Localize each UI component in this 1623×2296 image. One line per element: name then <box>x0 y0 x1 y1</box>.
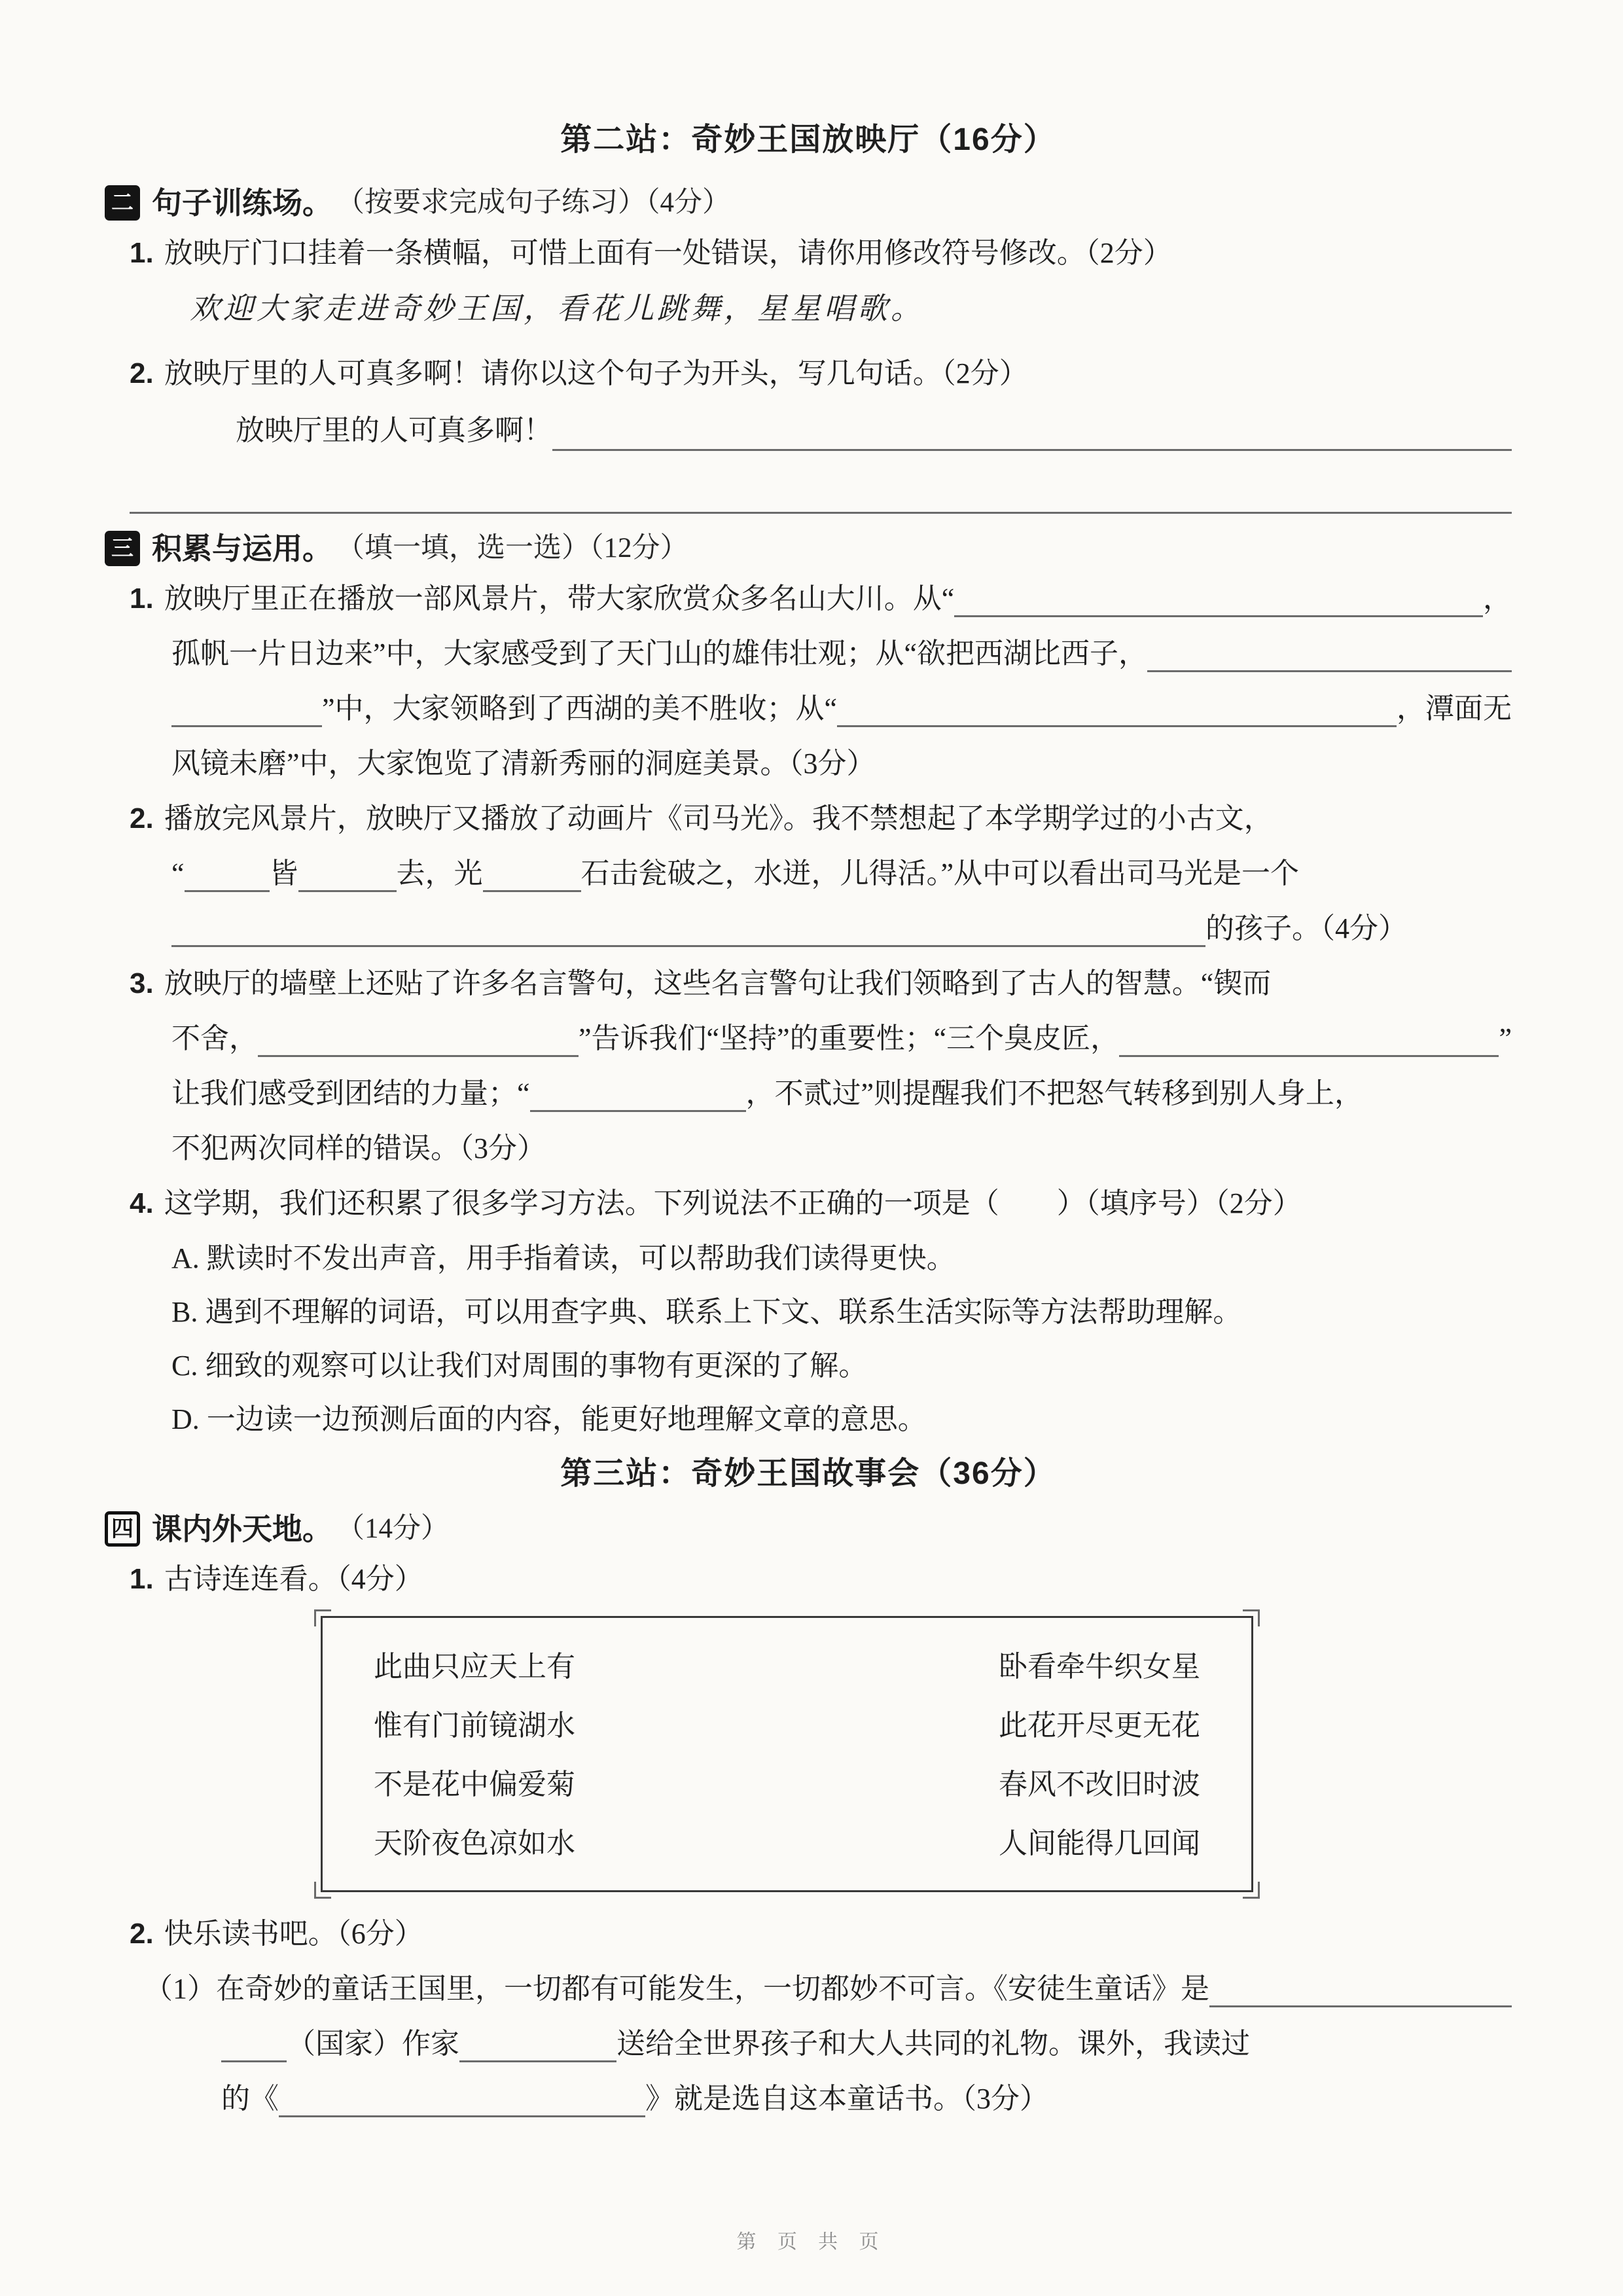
text-segment: 不舍， <box>171 1022 258 1054</box>
option-a: A. 默读时不发出声音，用手指着读，可以帮助我们读得更快。 <box>171 1242 955 1274</box>
text-segment: 放映厅里的人可真多啊！ <box>236 414 552 446</box>
question-number: 4. <box>130 1187 154 1219</box>
text-segment: ，潭面无 <box>1397 692 1512 725</box>
text-segment: 去，光 <box>396 857 483 889</box>
text-segment: 的孩子。（4分） <box>1205 912 1407 944</box>
section2-number-badge: 二 <box>105 185 140 221</box>
poem-line: 不是花中偏爱菊 <box>374 1768 575 1801</box>
text-segment: ”告诉我们“坚持”的重要性；“三个臭皮匠， <box>579 1022 1120 1054</box>
section4-note: （14分） <box>336 1513 449 1544</box>
answer-blank <box>1209 1975 1512 2007</box>
sec4-q2-sub1-line3 <box>221 2081 1512 2117</box>
text-segment: 孤帆一片日边来”中，大家感受到了天门山的雄伟壮观；从“欲把西湖比西子， <box>171 637 1148 670</box>
station3-title: 第三站：奇妙王国故事会（36分） <box>560 1456 1056 1491</box>
poem-line: 此曲只应天上有 <box>374 1651 575 1683</box>
poem-line: 春风不改旧时波 <box>999 1768 1200 1801</box>
sec3-q4-stem <box>130 1185 1512 1222</box>
question-number: 2. <box>130 802 154 834</box>
text-segment: 播放完风景片，放映厅又播放了动画片《司马光》。我不禁想起了本学期学过的小古文， <box>164 802 1273 834</box>
answer-blank <box>221 2030 287 2062</box>
question-text: 放映厅门口挂着一条横幅，可惜上面有一处错误，请你用修改符号修改。（2分） <box>164 237 1172 269</box>
poem-right-column <box>999 1649 1200 1861</box>
text-segment: ， <box>1483 583 1512 615</box>
sec3-q2-line3 <box>171 910 1512 947</box>
question-text: 这学期，我们还积累了很多学习方法。下列说法不正确的一项是（ ）（填序号）（2分） <box>164 1187 1302 1219</box>
answer-blank <box>552 418 1512 451</box>
question-number: 1. <box>130 1563 154 1595</box>
sec3-q1-line4 <box>171 745 1512 782</box>
section3-title: 积累与运用。 <box>152 531 332 565</box>
sec3-q3-line3 <box>171 1075 1512 1112</box>
text-segment: 》就是选自这本童话书。（3分） <box>645 2083 1048 2115</box>
section3-note: （填一填，选一选）（12分） <box>336 533 688 564</box>
page-footer: 第 页 共 页 <box>736 2231 887 2253</box>
question-number: 2. <box>130 1918 154 1950</box>
section4-title: 课内外天地。 <box>152 1512 332 1546</box>
sec3-q4-options <box>171 1240 1512 1438</box>
question-number: 2. <box>130 357 154 389</box>
answer-blank <box>258 1024 579 1057</box>
answer-blank <box>1119 1024 1499 1057</box>
text-segment: （1）在奇妙的童话王国里，一切都有可能发生，一切都妙不可言。《安徒生童话》是 <box>144 1973 1209 2005</box>
sec4-q2-sub1-line1 <box>144 1971 1512 2007</box>
text-segment: ”中，大家领略到了西湖的美不胜收；从“ <box>322 692 838 725</box>
section2-note: （按要求完成句子练习）（4分） <box>336 187 730 218</box>
text-segment: 送给全世界孩子和大人共同的礼物。课外，我读过 <box>616 2028 1250 2060</box>
corner-ornament <box>314 1882 331 1899</box>
section2-header <box>105 184 1512 222</box>
option-c: C. 细致的观察可以让我们对周围的事物有更深的了解。 <box>171 1350 868 1382</box>
text-segment: “ <box>171 857 185 889</box>
sec4-q2-sub1-line2 <box>221 2026 1512 2062</box>
poem-matching-box <box>321 1616 1253 1892</box>
option-d: D. 一边读一边预测后面的内容，能更好地理解文章的意思。 <box>171 1403 927 1435</box>
sec3-q1-line3 <box>171 691 1512 727</box>
banner-sentence: 欢迎大家走进奇妙王国，看花儿跳舞，星星唱歌。 <box>190 292 924 325</box>
answer-blank <box>298 859 397 892</box>
answer-blank <box>171 914 1205 947</box>
section2-title: 句子训练场。 <box>152 186 332 220</box>
sec2-q2-stem <box>130 355 1512 392</box>
section3-header <box>105 529 1512 567</box>
corner-ornament <box>314 1609 331 1626</box>
answer-blank <box>530 1079 746 1112</box>
text-segment: 皆 <box>269 857 298 889</box>
station2-title: 第二站：奇妙王国放映厅（16分） <box>560 122 1056 157</box>
sec3-q3-line4 <box>171 1130 1512 1167</box>
sec4-q2-stem <box>130 1916 1512 1952</box>
question-number: 3. <box>130 967 154 999</box>
sec2-q1-stem <box>130 235 1512 272</box>
poem-line: 惟有门前镜湖水 <box>374 1710 575 1742</box>
section4-header <box>105 1510 1512 1548</box>
text-segment: 让我们感受到团结的力量；“ <box>171 1077 530 1109</box>
poem-left-column <box>374 1649 575 1861</box>
question-text: 放映厅里的人可真多啊！请你以这个句子为开头，写几句话。（2分） <box>164 357 1028 389</box>
sec3-q2-line1 <box>130 800 1512 837</box>
question-text: 快乐读书吧。（6分） <box>164 1918 423 1950</box>
sec3-q1-line2 <box>171 636 1512 672</box>
answer-blank <box>459 2030 616 2062</box>
question-number: 1. <box>130 583 154 615</box>
text-segment: ，不贰过”则提醒我们不把怒气转移到别人身上， <box>745 1077 1364 1109</box>
text-segment: ” <box>1499 1022 1512 1054</box>
text-segment: 石击瓮破之，水迸，儿得活。”从中可以看出司马光是一个 <box>580 857 1300 889</box>
poem-line: 此花开尽更无花 <box>999 1710 1200 1742</box>
poem-line: 天阶夜色凉如水 <box>374 1827 575 1859</box>
question-number: 1. <box>130 237 154 269</box>
sec4-q1-stem <box>130 1561 1512 1598</box>
sec2-q2-opening-line <box>236 410 1512 451</box>
corner-ornament <box>1243 1882 1260 1899</box>
text-segment: 风镜未磨”中，大家饱览了清新秀丽的洞庭美景。（3分） <box>171 747 876 780</box>
section4-number-badge: 四 <box>105 1511 140 1547</box>
section3-number-badge: 三 <box>105 531 140 566</box>
sec3-q2-line2 <box>171 855 1512 892</box>
sec3-q3-line2 <box>171 1020 1512 1057</box>
poem-line: 卧看牵牛织女星 <box>999 1651 1200 1683</box>
answer-blank <box>171 694 322 727</box>
answer-blank <box>185 859 270 892</box>
text-segment: 放映厅的墙壁上还贴了许多名言警句，这些名言警句让我们领略到了古人的智慧。“锲而 <box>164 967 1272 999</box>
answer-blank <box>1147 639 1512 672</box>
text-segment: （国家）作家 <box>287 2028 459 2060</box>
answer-blank <box>279 2085 645 2117</box>
corner-ornament <box>1243 1609 1260 1626</box>
text-segment: 的《 <box>221 2083 279 2115</box>
poem-line: 人间能得几回闻 <box>999 1827 1200 1859</box>
option-b: B. 遇到不理解的词语，可以用查字典、联系上下文、联系生活实际等方法帮助理解。 <box>171 1296 1242 1328</box>
text-segment: 放映厅里正在播放一部风景片，带大家欣赏众多名山大川。从“ <box>164 583 955 615</box>
sec2-q2-answer-line <box>130 481 1512 514</box>
answer-blank <box>954 584 1483 617</box>
sec3-q3-line1 <box>130 965 1512 1002</box>
answer-blank <box>483 859 581 892</box>
answer-blank <box>837 694 1397 727</box>
answer-blank <box>130 481 1512 514</box>
sec3-q1-line1 <box>130 581 1512 617</box>
text-segment: 不犯两次同样的错误。（3分） <box>171 1132 546 1164</box>
question-text: 古诗连连看。（4分） <box>164 1563 423 1595</box>
